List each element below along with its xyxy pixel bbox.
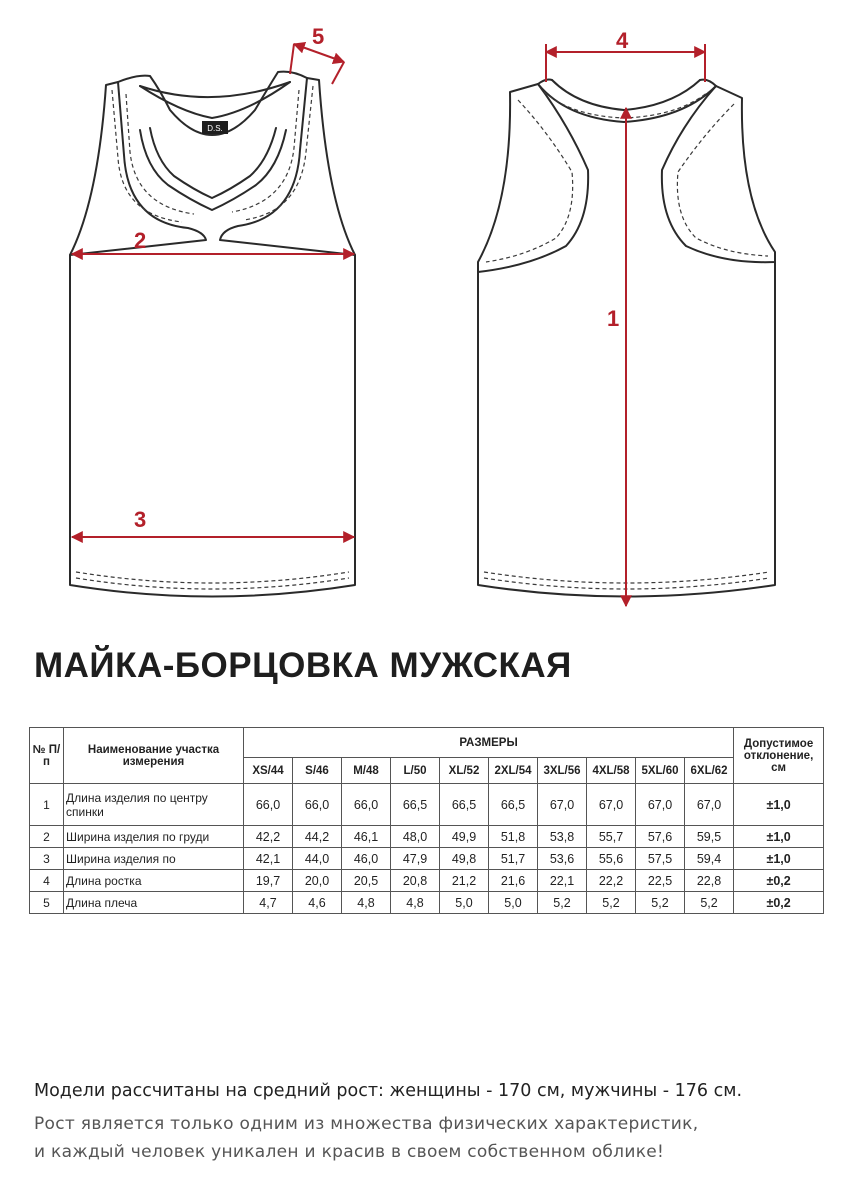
cell-value: 42,1 <box>244 848 293 870</box>
tolerance-value: ±1,0 <box>734 826 824 848</box>
cell-value: 22,1 <box>538 870 587 892</box>
cell-value: 67,0 <box>587 784 636 826</box>
cell-value: 48,0 <box>391 826 440 848</box>
cell-value: 42,2 <box>244 826 293 848</box>
cell-value: 51,8 <box>489 826 538 848</box>
cell-value: 20,0 <box>293 870 342 892</box>
cell-value: 59,4 <box>685 848 734 870</box>
cell-value: 66,0 <box>342 784 391 826</box>
cell-value: 21,6 <box>489 870 538 892</box>
cell-value: 49,8 <box>440 848 489 870</box>
size-header: XS/44 <box>244 758 293 784</box>
col-num-header: № П/п <box>30 728 64 784</box>
size-header: L/50 <box>391 758 440 784</box>
size-header: XL/52 <box>440 758 489 784</box>
cell-value: 59,5 <box>685 826 734 848</box>
cell-value: 22,8 <box>685 870 734 892</box>
back-view-diagram <box>478 28 775 606</box>
cell-value: 44,0 <box>293 848 342 870</box>
cell-value: 67,0 <box>538 784 587 826</box>
page-title: МАЙКА-БОРЦОВКА МУЖСКАЯ <box>34 646 572 685</box>
cell-value: 49,9 <box>440 826 489 848</box>
row-name: Ширина изделия по <box>64 848 244 870</box>
cell-value: 5,0 <box>440 892 489 914</box>
marker-4: 4 <box>616 28 629 53</box>
cell-value: 5,0 <box>489 892 538 914</box>
marker-2: 2 <box>134 228 147 253</box>
diversity-note-line1: Рост является только одним из множества физических характеристик, <box>34 1114 699 1134</box>
table-row <box>30 892 824 914</box>
cell-value: 5,2 <box>587 892 636 914</box>
row-number: 4 <box>30 870 64 892</box>
row-name: Ширина изделия по груди <box>64 826 244 848</box>
cell-value: 67,0 <box>685 784 734 826</box>
height-note: Модели рассчитаны на средний рост: женщины - 170 см, мужчины - 176 см. <box>34 1081 743 1101</box>
cell-value: 19,7 <box>244 870 293 892</box>
size-header: 6XL/62 <box>685 758 734 784</box>
cell-value: 5,2 <box>685 892 734 914</box>
row-name: Длина плеча <box>64 892 244 914</box>
cell-value: 4,6 <box>293 892 342 914</box>
cell-value: 55,6 <box>587 848 636 870</box>
cell-value: 66,5 <box>489 784 538 826</box>
cell-value: 22,5 <box>636 870 685 892</box>
row-name: Длина ростка <box>64 870 244 892</box>
table-row <box>30 784 824 826</box>
cell-value: 4,7 <box>244 892 293 914</box>
tolerance-value: ±1,0 <box>734 848 824 870</box>
cell-value: 53,8 <box>538 826 587 848</box>
cell-value: 21,2 <box>440 870 489 892</box>
cell-value: 57,5 <box>636 848 685 870</box>
cell-value: 46,1 <box>342 826 391 848</box>
cell-value: 66,0 <box>244 784 293 826</box>
row-number: 1 <box>30 784 64 826</box>
cell-value: 67,0 <box>636 784 685 826</box>
size-table <box>29 727 824 914</box>
cell-value: 22,2 <box>587 870 636 892</box>
tolerance-value: ±0,2 <box>734 892 824 914</box>
brand-label-text: D.S. <box>207 124 223 133</box>
sizes-header: РАЗМЕРЫ <box>244 728 734 758</box>
cell-value: 5,2 <box>538 892 587 914</box>
cell-value: 44,2 <box>293 826 342 848</box>
row-number: 5 <box>30 892 64 914</box>
size-header: M/48 <box>342 758 391 784</box>
tolerance-value: ±0,2 <box>734 870 824 892</box>
marker-5: 5 <box>312 24 325 49</box>
row-number: 3 <box>30 848 64 870</box>
size-header: 2XL/54 <box>489 758 538 784</box>
cell-value: 66,0 <box>293 784 342 826</box>
table-row <box>30 826 824 848</box>
cell-value: 20,8 <box>391 870 440 892</box>
marker-1: 1 <box>607 306 620 331</box>
cell-value: 46,0 <box>342 848 391 870</box>
cell-value: 20,5 <box>342 870 391 892</box>
diversity-note-line2: и каждый человек уникален и красив в своем собственном облике! <box>34 1142 665 1162</box>
cell-value: 4,8 <box>391 892 440 914</box>
size-header: S/46 <box>293 758 342 784</box>
table-row <box>30 870 824 892</box>
row-number: 2 <box>30 826 64 848</box>
size-header: 4XL/58 <box>587 758 636 784</box>
cell-value: 66,5 <box>440 784 489 826</box>
cell-value: 66,5 <box>391 784 440 826</box>
cell-value: 4,8 <box>342 892 391 914</box>
cell-value: 51,7 <box>489 848 538 870</box>
cell-value: 57,6 <box>636 826 685 848</box>
col-name-header: Наименование участка измерения <box>64 728 244 784</box>
shoulder-tick-left <box>290 44 294 74</box>
table-header-row <box>30 728 824 758</box>
tolerance-value: ±1,0 <box>734 784 824 826</box>
cell-value: 53,6 <box>538 848 587 870</box>
cell-value: 47,9 <box>391 848 440 870</box>
cell-value: 5,2 <box>636 892 685 914</box>
front-view-diagram <box>70 24 355 597</box>
marker-3: 3 <box>134 507 147 532</box>
table-row <box>30 848 824 870</box>
cell-value: 55,7 <box>587 826 636 848</box>
size-header: 3XL/56 <box>538 758 587 784</box>
tolerance-header: Допустимое отклонение, см <box>734 728 824 784</box>
size-header: 5XL/60 <box>636 758 685 784</box>
shoulder-tick-right <box>332 62 344 84</box>
row-name: Длина изделия по центру спинки <box>64 784 244 826</box>
